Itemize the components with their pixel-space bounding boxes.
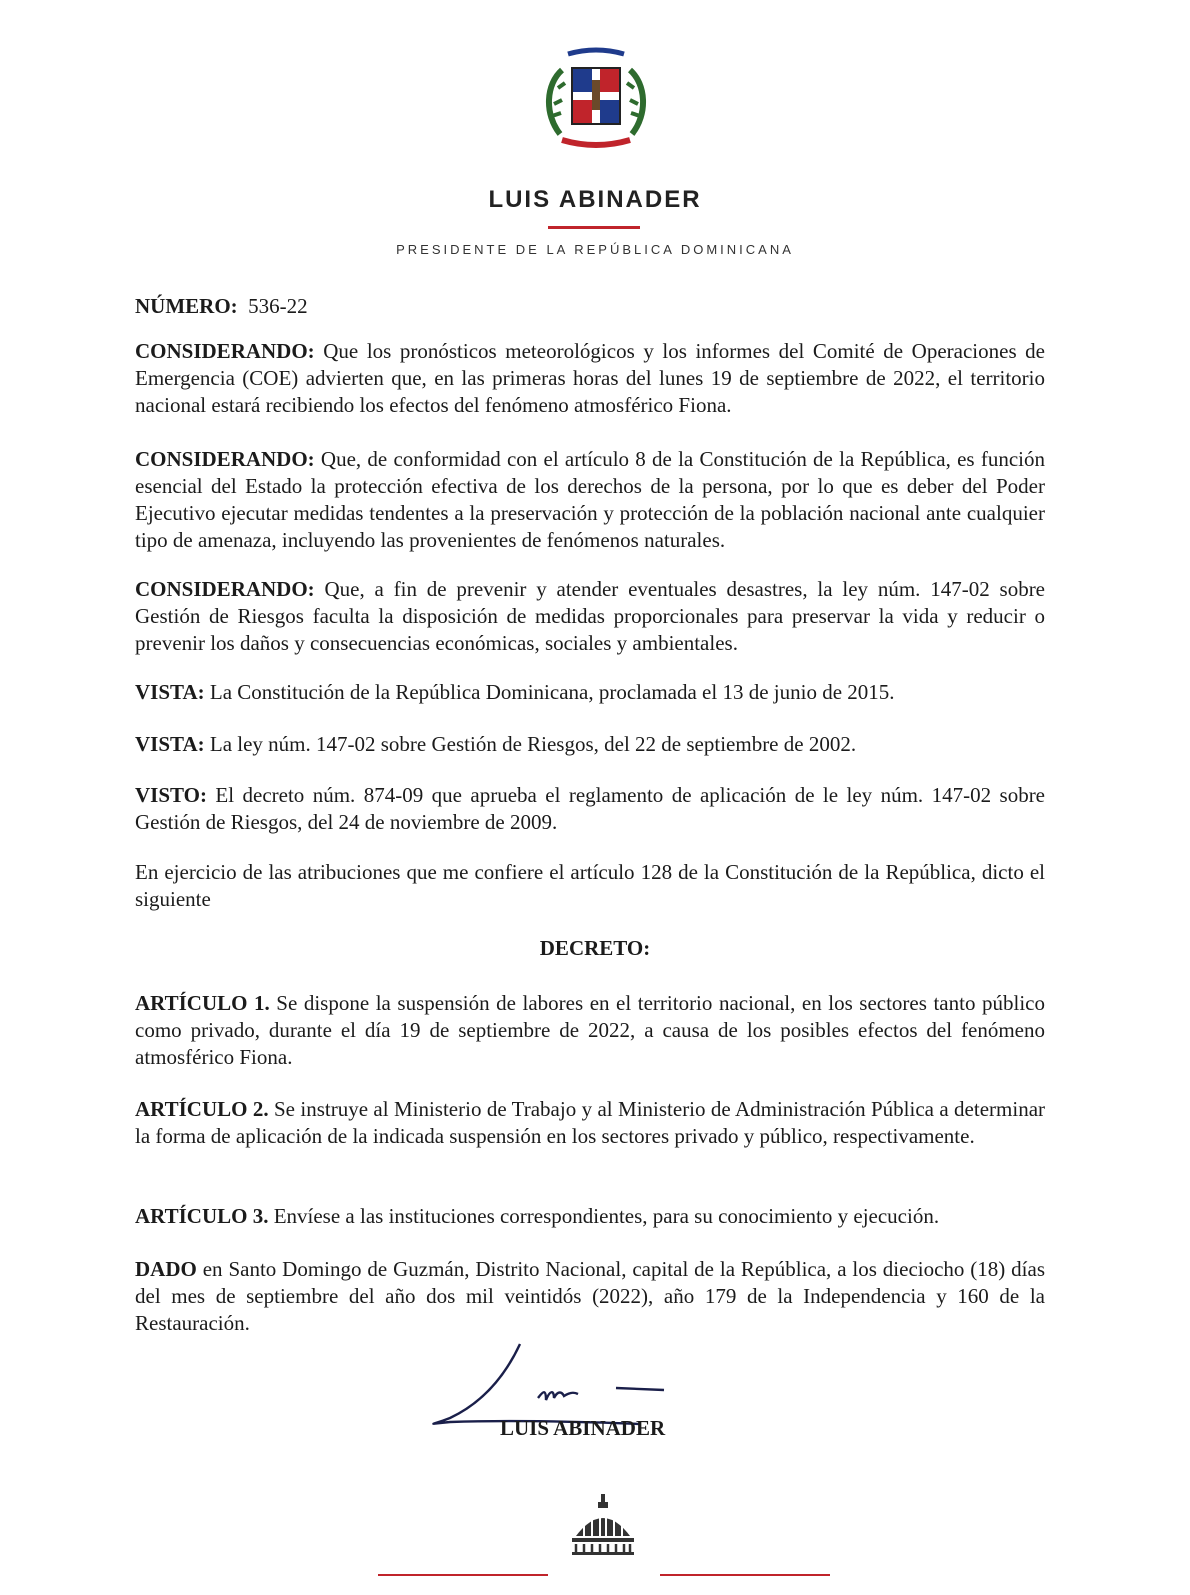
article-text: Se instruye al Ministerio de Trabajo y al Ministerio de Administración Pública a determinar la forma de aplicación de la indicada suspensión en los sectores privado y público, respectivamente. [135,1097,1046,1148]
article-label: ARTÍCULO 3. [135,1204,269,1228]
decree-number-label: NÚMERO: [135,294,238,318]
footer-divider-left [378,1574,548,1576]
paragraph-label: CONSIDERANDO: [135,447,315,471]
article-3 [135,1203,1045,1230]
article-2 [135,1096,1045,1150]
paragraph-text: En ejercicio de las atribuciones que me confiere el artículo 128 de la Constitución de la República, dicto el siguiente [135,860,1045,911]
paragraph-text: Que, de conformidad con el artículo 8 de la Constitución de la República, es función esencial del Estado la protección efectiva de los derechos de la persona, por lo que es deber del Poder Ejecutivo ejecutar medidas tendentes a la preservación y protección de la población nacional ante cualquier tipo de amenaza, incluyendo las provenientes de fenómenos naturales. [135,447,1045,552]
paragraph-ejercicio [135,859,1045,913]
paragraph-dado [135,1256,1045,1337]
paragraph-text: La ley núm. 147-02 sobre Gestión de Riesgos, del 22 de septiembre de 2002. [209,732,857,756]
header-name: LUIS ABINADER [488,186,702,213]
paragraph-text: La Constitución de la República Dominicana, proclamada el 13 de junio de 2015. [209,680,895,704]
dominican-coat-of-arms-icon [540,44,652,156]
paragraph-considerando-2 [135,446,1045,554]
dado-label: DADO [135,1257,197,1281]
article-text: Envíese a las instituciones correspondientes, para su conocimiento y ejecución. [273,1204,940,1228]
header-divider [548,226,640,229]
paragraph-label: VISTO: [135,783,207,807]
paragraph-visto [135,782,1045,836]
paragraph-vista-1 [135,679,1045,706]
paragraph-text: Que los pronósticos meteorológicos y los informes del Comité de Operaciones de Emergencia (COE) advierten que, en las primeras horas del lunes 19 de septiembre de 2022, el territorio nacional estará recibiendo los efectos del fenómeno atmosférico Fiona. [135,339,1046,417]
decree-number [135,294,308,319]
decree-number-value: 536-22 [248,294,308,318]
article-label: ARTÍCULO 2. [135,1097,269,1121]
article-text: Se dispone la suspensión de labores en el territorio nacional, en los sectores tanto público como privado, durante el día 19 de septiembre de 2022, a causa de los posibles efectos del fenómeno atmosférico Fiona. [135,991,1045,1069]
header-subtitle: PRESIDENTE DE LA REPÚBLICA DOMINICANA [396,242,794,257]
article-label: ARTÍCULO 1. [135,991,270,1015]
decreto-title: DECRETO: [539,936,651,960]
paragraph-label: CONSIDERANDO: [135,339,315,363]
paragraph-label: CONSIDERANDO: [135,577,315,601]
footer-divider-right [660,1574,830,1576]
palace-dome-icon [570,1494,636,1556]
dado-text: en Santo Domingo de Guzmán, Distrito Nacional, capital de la República, a los dieciocho (18) días del mes de septiembre del año dos mil veintidós (2022), año 179 de la Independencia y 160 de la Restauración. [135,1257,1045,1335]
paragraph-label: VISTA: [135,732,205,756]
paragraph-label: VISTA: [135,680,205,704]
article-1 [135,990,1045,1071]
paragraph-considerando-1 [135,338,1045,419]
paragraph-text: Que, a fin de prevenir y atender eventuales desastres, la ley núm. 147-02 sobre Gestión de Riesgos faculta la disposición de medidas proporcionales para preservar la vida y reducir o prevenir los daños y consecuencias económicas, sociales y ambientales. [135,577,1046,655]
paragraph-text: El decreto núm. 874-09 que aprueba el reglamento de aplicación de le ley núm. 147-02 sobre Gestión de Riesgos, del 24 de noviembre de 2009. [135,783,1046,834]
paragraph-considerando-3 [135,576,1045,657]
signatory-name: LUIS ABINADER [500,1416,666,1440]
paragraph-vista-2 [135,731,1045,758]
